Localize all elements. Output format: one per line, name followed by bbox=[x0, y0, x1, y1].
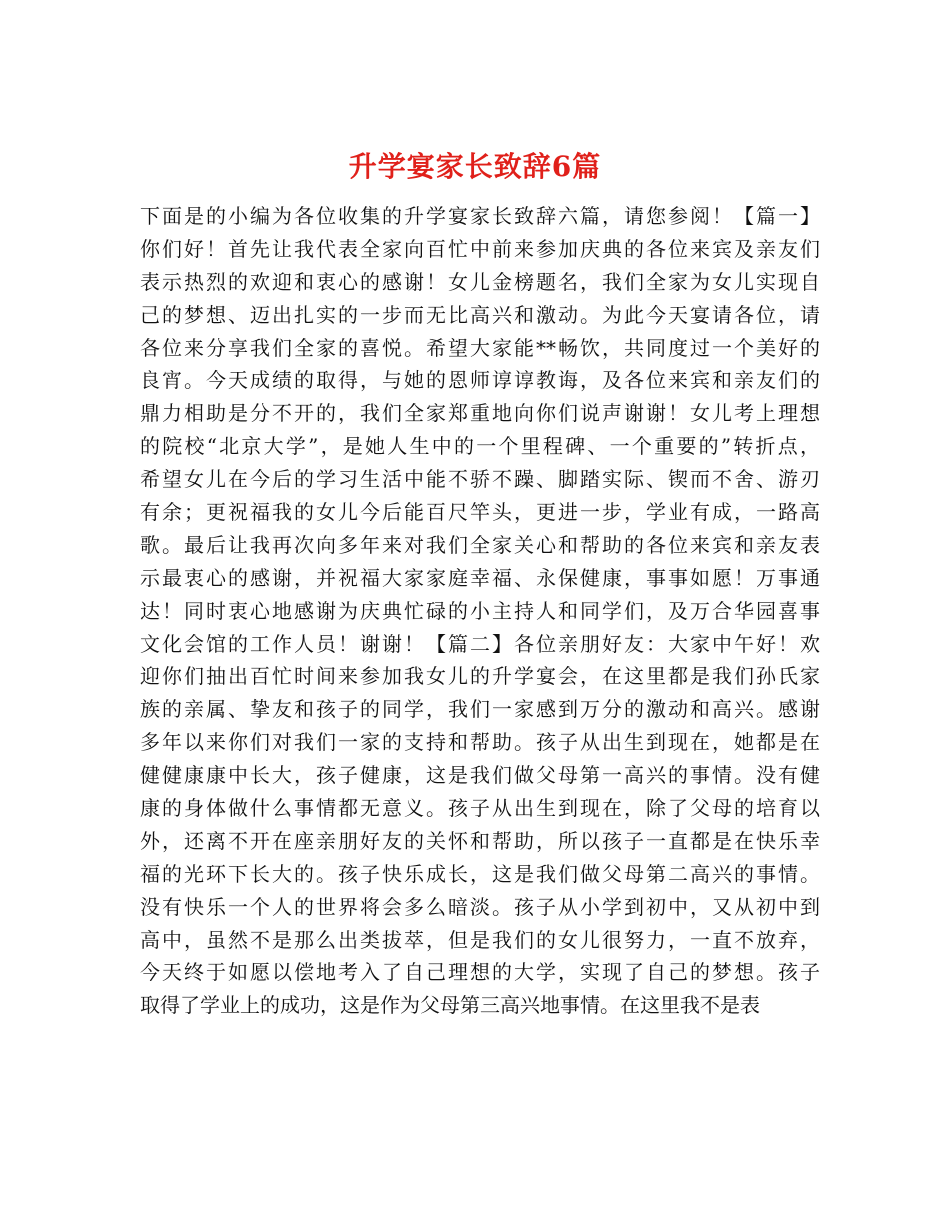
body-line: 表示热烈的欢迎和衷心的感谢！女儿金榜题名，我们全家为女儿实现自 bbox=[140, 269, 820, 294]
body-line: 希望女儿在今后的学习生活中能不骄不躁、脚踏实际、锲而不舍、游刃 bbox=[140, 467, 820, 492]
body-line: 鼎力相助是分不开的，我们全家郑重地向你们说声谢谢！女儿考上理想 bbox=[140, 401, 820, 426]
body-line: 健健康康中长大，孩子健康，这是我们做父母第一高兴的事情。没有健 bbox=[140, 763, 820, 788]
body-line: 多年以来你们对我们一家的支持和帮助。孩子从出生到现在，她都是在 bbox=[140, 730, 820, 755]
body-line: 文化会馆的工作人员！谢谢！【篇二】各位亲朋好友：大家中午好！欢 bbox=[140, 631, 820, 656]
body-line: 取得了学业上的成功，这是作为父母第三高兴地事情。在这里我不是表 bbox=[140, 993, 760, 1018]
body-line: 各位来分享我们全家的喜悦。希望大家能**畅饮，共同度过一个美好的 bbox=[140, 335, 820, 360]
body-line: 下面是的小编为各位收集的升学宴家长致辞六篇，请您参阅！【篇一】 bbox=[140, 204, 820, 228]
body-line: 今天终于如愿以偿地考入了自己理想的大学，实现了自己的梦想。孩子 bbox=[140, 960, 820, 985]
body-line: 福的光环下长大的。孩子快乐成长，这是我们做父母第二高兴的事情。 bbox=[140, 861, 820, 886]
body-line: 族的亲属、挚友和孩子的同学，我们一家感到万分的激动和高兴。感谢 bbox=[140, 697, 820, 722]
document-body bbox=[140, 200, 820, 1022]
body-line: 良宵。今天成绩的取得，与她的恩师谆谆教诲，及各位来宾和亲友们的 bbox=[140, 368, 820, 393]
body-line: 迎你们抽出百忙时间来参加我女儿的升学宴会，在这里都是我们孙氏家 bbox=[140, 664, 820, 689]
body-line: 有余；更祝福我的女儿今后能百尺竿头，更进一步，学业有成，一路高 bbox=[140, 500, 820, 525]
body-line: 你们好！首先让我代表全家向百忙中前来参加庆典的各位来宾及亲友们 bbox=[140, 236, 820, 261]
body-line: 没有快乐一个人的世界将会多么暗淡。孩子从小学到初中，又从初中到 bbox=[140, 894, 820, 919]
body-line: 外，还离不开在座亲朋好友的关怀和帮助，所以孩子一直都是在快乐幸 bbox=[140, 828, 820, 853]
body-line: 达！同时衷心地感谢为庆典忙碌的小主持人和同学们，及万合华园喜事 bbox=[140, 598, 820, 623]
body-line: 康的身体做什么事情都无意义。孩子从出生到现在，除了父母的培育以 bbox=[140, 796, 820, 821]
body-line: 高中，虽然不是那么出类拔萃，但是我们的女儿很努力，一直不放弃， bbox=[140, 927, 820, 952]
body-line: 己的梦想、迈出扎实的一步而无比高兴和激动。为此今天宴请各位，请 bbox=[140, 302, 820, 327]
body-line: 示最衷心的感谢，并祝福大家家庭幸福、永保健康，事事如愿！万事通 bbox=[140, 565, 820, 590]
body-line: 的院校“北京大学”，是她人生中的一个里程碑、一个重要的”转折点， bbox=[140, 434, 820, 459]
document-title: 升学宴家长致辞6篇 bbox=[348, 149, 602, 183]
body-line: 歌。最后让我再次向多年来对我们全家关心和帮助的各位来宾和亲友表 bbox=[140, 532, 820, 557]
